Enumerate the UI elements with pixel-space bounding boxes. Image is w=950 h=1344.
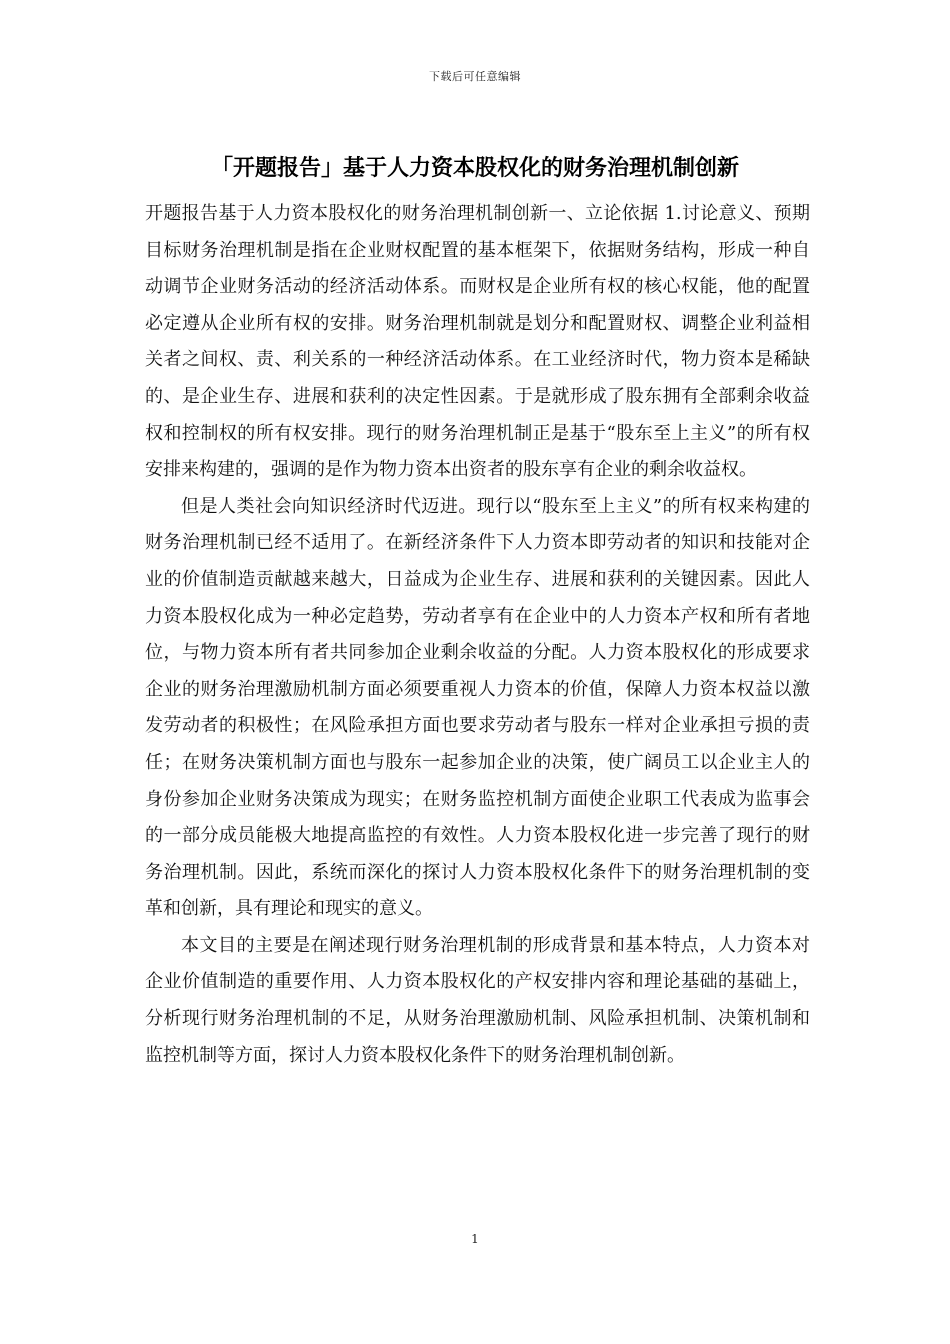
page-header: 下载后可任意编辑 <box>429 70 521 83</box>
paragraph-1: 开题报告基于人力资本股权化的财务治理机制创新一、立论依据 1.讨论意义、预期目标财务治理机制是指在企业财权配置的基本框架下，依据财务结构，形成一种自动调节企业财务活动的经济活动体系。而财权是企业所有权的核心权能，他的配置必定遵从企业所有权的安排。财务治理机制就是划分和配置财权、调整企业利益相关者之间权、责、利关系的一种经济活动体系。在工业经济时代，物力资本是稀缺的、是企业生存、进展和获利的决定性因素。于是就形成了股东拥有全部剩余收益权和控制权的所有权安排。现行的财务治理机制正是基于“股东至上主义”的所有权安排来构建的，强调的是作为物力资本出资者的股东享有企业的剩余收益权。 <box>145 203 810 481</box>
page-number: 1 <box>471 1232 479 1246</box>
paragraph-2: 但是人类社会向知识经济时代迈进。现行以“股东至上主义”的所有权来构建的财务治理机制已经不适用了。在新经济条件下人力资本即劳动者的知识和技能对企业的价值制造贡献越来越大，日益成为企业生存、进展和获利的关键因素。因此人力资本股权化成为一种必定趋势，劳动者享有在企业中的人力资本产权和所有者地位，与物力资本所有者共同参加企业剩余收益的分配。人力资本股权化的形成要求企业的财务治理激励机制方面必须要重视人力资本的价值，保障人力资本权益以激发劳动者的积极性；在风险承担方面也要求劳动者与股东一样对企业承担亏损的责任；在财务决策机制方面也与股东一起参加企业的决策，使广阔员工以企业主人的身份参加企业财务决策成为现实；在财务监控机制方面使企业职工代表成为监事会的一部分成员能极大地提高监控的有效性。人力资本股权化进一步完善了现行的财务治理机制。因此，系统而深化的探讨人力资本股权化条件下的财务治理机制的变革和创新，具有理论和现实的意义。 <box>145 495 810 920</box>
document-body <box>145 196 810 1074</box>
document-title: 「开题报告」基于人力资本股权化的财务治理机制创新 <box>210 156 739 181</box>
paragraph-3: 本文目的主要是在阐述现行财务治理机制的形成背景和基本特点，人力资本对企业价值制造的重要作用、人力资本股权化的产权安排内容和理论基础的基础上，分析现行财务治理机制的不足，从财务治理激励机制、风险承担机制、决策机制和监控机制等方面，探讨人力资本股权化条件下的财务治理机制创新。 <box>145 934 810 1066</box>
